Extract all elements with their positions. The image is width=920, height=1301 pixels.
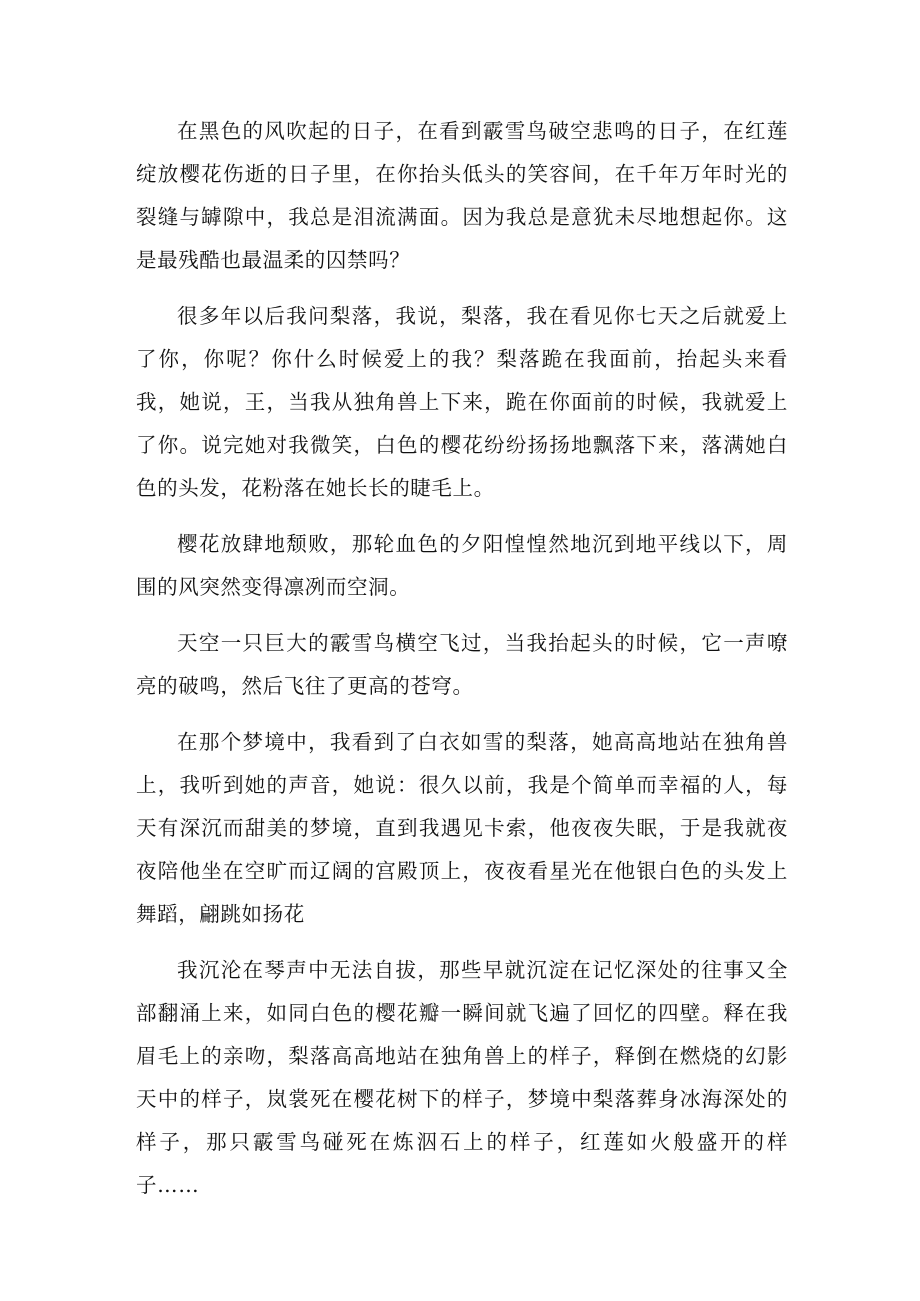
paragraph-3: 樱花放肆地颓败，那轮血色的夕阳惶惶然地沉到地平线以下，周围的风突然变得凛冽而空洞。 xyxy=(136,532,788,599)
paragraph-6: 我沉沦在琴声中无法自拔，那些早就沉淀在记忆深处的往事又全部翻涌上来，如同白色的樱花瓣一瞬间就飞遍了回忆的四壁。释在我眉毛上的亲吻，梨落高高地站在独角兽上的样子，释倒在燃烧的幻影天中的样子，岚裳死在樱花树下的样子，梦境中梨落葬身冰海深处的样子，那只霰雪鸟碰死在炼泅石上的样子，红莲如火般盛开的样子…… xyxy=(136,958,788,1197)
paragraph-2: 很多年以后我问梨落，我说，梨落，我在看见你七天之后就爱上了你，你呢？你什么时候爱上的我？梨落跪在我面前，抬起头来看我，她说，王，当我从独角兽上下来，跪在你面前的时候，我就爱上了你。说完她对我微笑，白色的樱花纷纷扬扬地飘落下来，落满她白色的头发，花粉落在她长长的睫毛上。 xyxy=(136,304,788,500)
paragraph-1: 在黑色的风吹起的日子，在看到霰雪鸟破空悲鸣的日子，在红莲绽放樱花伤逝的日子里，在你抬头低头的笑容间，在千年万年时光的裂缝与罅隙中，我总是泪流满面。因为我总是意犹未尽地想起你。这是最残酷也最温柔的囚禁吗？ xyxy=(136,119,788,272)
paragraph-4: 天空一只巨大的霰雪鸟横空飞过，当我抬起头的时候，它一声嘹亮的破鸣，然后飞往了更高的苍穹。 xyxy=(136,631,788,698)
document-body xyxy=(136,110,788,1220)
paragraph-5: 在那个梦境中，我看到了白衣如雪的梨落，她高高地站在独角兽上，我听到她的声音，她说：很久以前，我是个简单而幸福的人，每天有深沉而甜美的梦境，直到我遇见卡索，他夜夜失眠，于是我就夜夜陪他坐在空旷而辽阔的宫殿顶上，夜夜看星光在他银白色的头发上舞蹈，翩跳如扬花 xyxy=(136,730,788,926)
